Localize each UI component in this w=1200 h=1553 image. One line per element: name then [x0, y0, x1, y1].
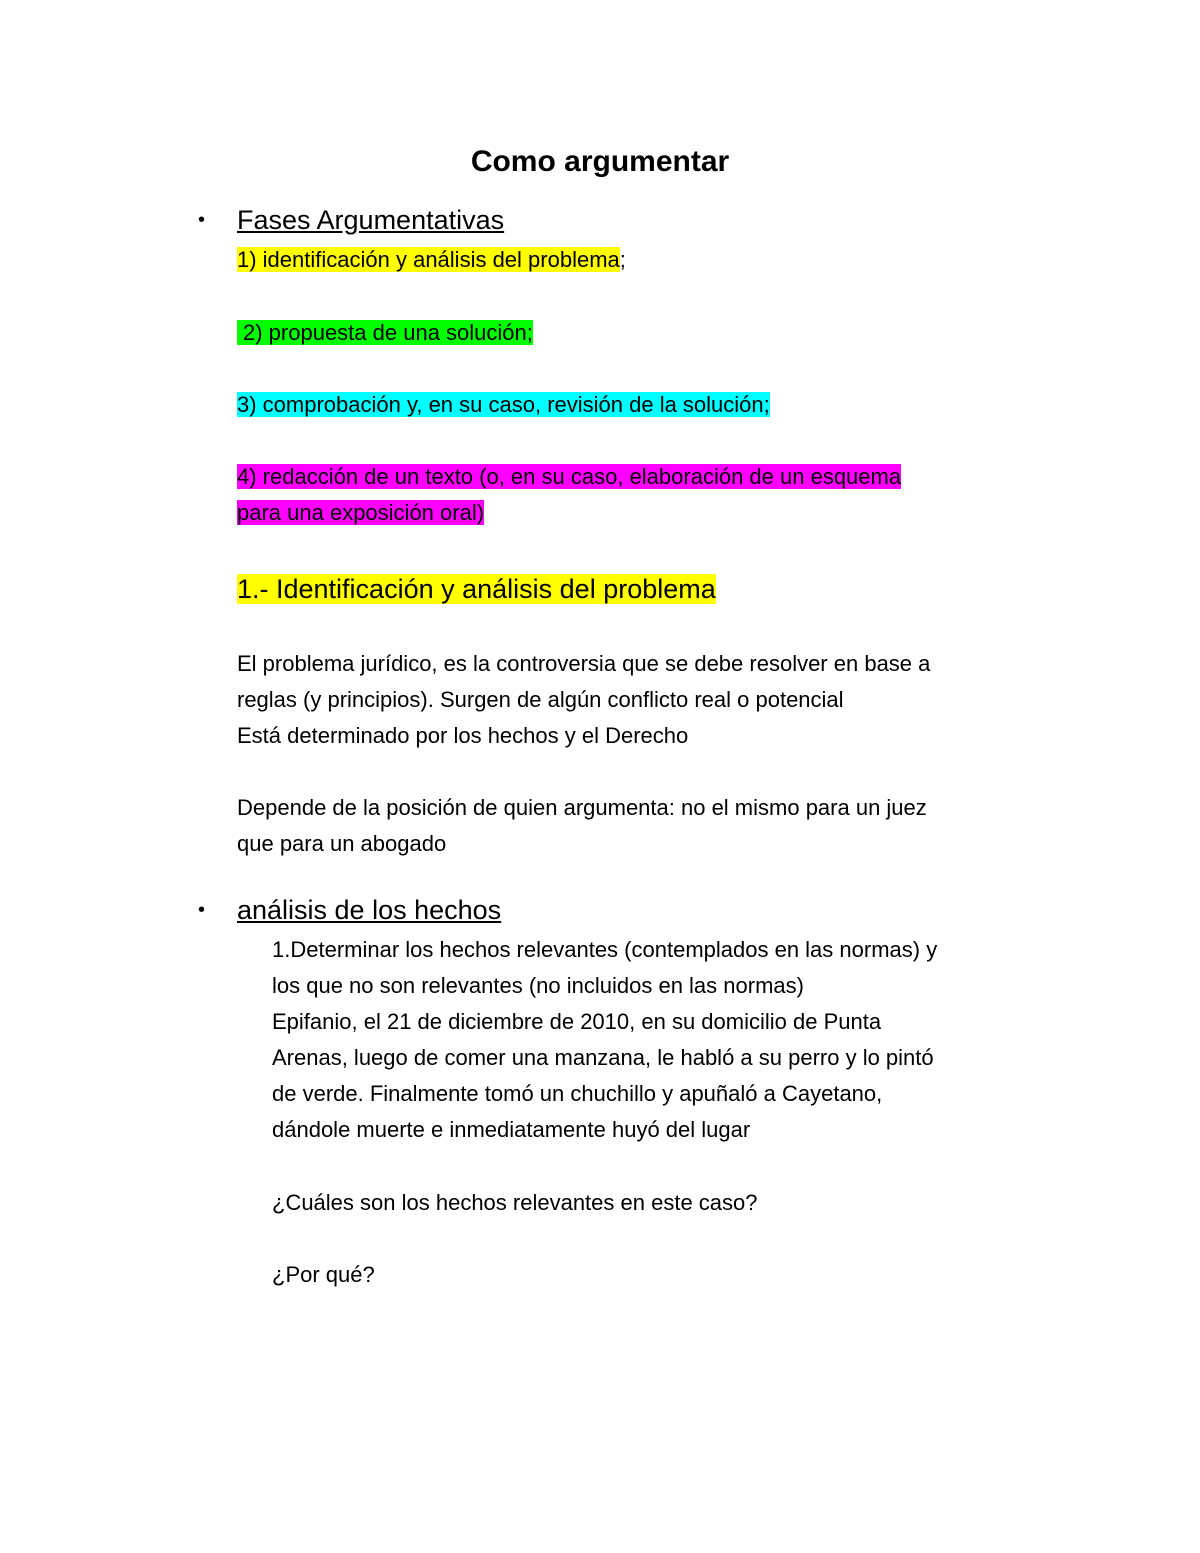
phase-item-1	[237, 246, 626, 274]
phase-item-4-cont	[237, 499, 484, 527]
phase-item-4	[237, 463, 901, 491]
paragraph-line: reglas (y principios). Surgen de algún conflicto real o potencial	[237, 687, 844, 712]
section-heading-analisis: análisis de los hechos	[237, 895, 502, 925]
phase-item-1-text: 1) identificación y análisis del problema	[237, 247, 620, 272]
subsection-heading	[237, 572, 716, 606]
question-why: ¿Por qué?	[272, 1262, 375, 1287]
question-relevant-facts: ¿Cuáles son los hechos relevantes en este caso?	[272, 1190, 758, 1215]
paragraph-line: Depende de la posición de quien argumenta: no el mismo para un juez	[237, 795, 927, 820]
paragraph-line: Arenas, luego de comer una manzana, le habló a su perro y lo pintó	[272, 1045, 934, 1070]
paragraph-line: Epifanio, el 21 de diciembre de 2010, en su domicilio de Punta	[272, 1009, 882, 1034]
phase-item-4-line1: 4) redacción de un texto (o, en su caso, elaboración de un esquema	[237, 464, 902, 489]
phase-item-2-text: 2) propuesta de una solución;	[237, 320, 533, 345]
phase-item-1-semicolon: ;	[619, 247, 626, 272]
phase-item-4-line2: para una exposición oral)	[237, 500, 485, 525]
bullet-marker: •	[198, 209, 206, 231]
subsection-heading-text: 1.- Identificación y análisis del problema	[237, 574, 716, 604]
paragraph-line: que para un abogado	[237, 831, 447, 856]
section-heading-fases: Fases Argumentativas	[237, 205, 505, 235]
paragraph-line: El problema jurídico, es la controversia que se debe resolver en base a	[237, 651, 931, 676]
paragraph-line: los que no son relevantes (no incluidos en las normas)	[272, 973, 804, 998]
paragraph-line: de verde. Finalmente tomó un chuchillo y apuñaló a Cayetano,	[272, 1081, 883, 1106]
paragraph-line: dándole muerte e inmediatamente huyó del lugar	[272, 1117, 751, 1142]
bullet-marker: •	[198, 899, 206, 921]
phase-item-3	[237, 391, 770, 419]
paragraph-line: Está determinado por los hechos y el Derecho	[237, 723, 689, 748]
phase-item-3-text: 3) comprobación y, en su caso, revisión de la solución;	[237, 392, 770, 417]
phase-item-2	[237, 319, 533, 347]
paragraph-line: 1.Determinar los hechos relevantes (contemplados en las normas) y	[272, 937, 938, 962]
document-title: Como argumentar	[470, 145, 730, 178]
